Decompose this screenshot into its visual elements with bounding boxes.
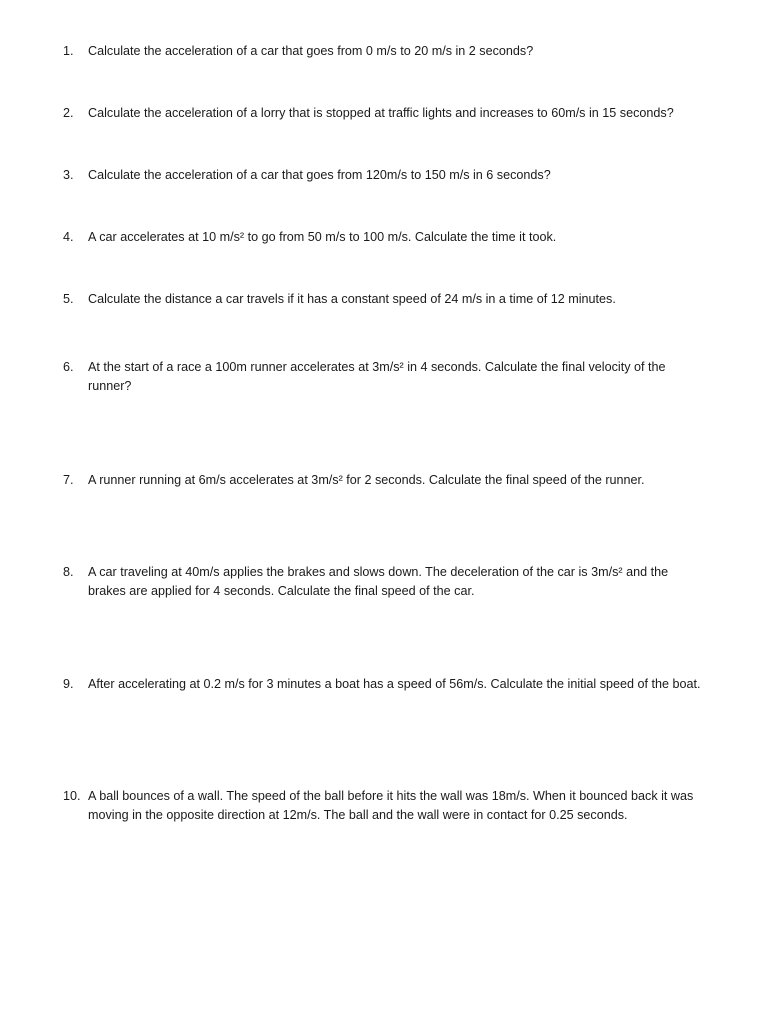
question-item: [63, 563, 703, 601]
question-item: [63, 228, 723, 247]
question-text: A car traveling at 40m/s applies the brakes and slows down. The deceleration of the car is 3m/s² and the brakes are applied for 4 seconds. Calculate the final speed of the car.: [88, 565, 669, 598]
question-text: Calculate the acceleration of a lorry that is stopped at traffic lights and increases to 60m/s in 15 seconds?: [88, 106, 674, 120]
question-number: 7.: [63, 473, 74, 487]
question-item: [63, 166, 723, 185]
question-text: Calculate the acceleration of a car that goes from 0 m/s to 20 m/s in 2 seconds?: [88, 44, 534, 58]
question-text: Calculate the acceleration of a car that goes from 120m/s to 150 m/s in 6 seconds?: [88, 168, 551, 182]
question-text: A ball bounces of a wall. The speed of the ball before it hits the wall was 18m/s. When it bounced back it was moving in the opposite direction at 12m/s. The ball and the wall were in contact for 0.25 seconds.: [88, 789, 694, 822]
question-number: 6.: [63, 360, 74, 374]
question-item: [63, 104, 723, 123]
question-number: 2.: [63, 106, 74, 120]
question-text: After accelerating at 0.2 m/s for 3 minutes a boat has a speed of 56m/s. Calculate the initial speed of the boat.: [88, 677, 701, 691]
question-item: [63, 358, 703, 396]
question-number: 3.: [63, 168, 74, 182]
question-text: At the start of a race a 100m runner accelerates at 3m/s² in 4 seconds. Calculate the final velocity of the runner?: [88, 360, 666, 393]
question-text: A runner running at 6m/s accelerates at 3m/s² for 2 seconds. Calculate the final speed of the runner.: [88, 473, 645, 487]
question-item: [63, 471, 723, 490]
question-number: 10.: [63, 789, 81, 803]
question-text: A car accelerates at 10 m/s² to go from 50 m/s to 100 m/s. Calculate the time it took.: [88, 230, 557, 244]
question-item: [63, 290, 723, 309]
question-number: 4.: [63, 230, 74, 244]
question-number: 1.: [63, 44, 74, 58]
question-item: [63, 42, 723, 61]
question-item: [63, 675, 703, 694]
question-number: 5.: [63, 292, 74, 306]
question-item: [63, 787, 723, 825]
question-number: 8.: [63, 565, 74, 579]
question-number: 9.: [63, 677, 74, 691]
question-text: Calculate the distance a car travels if it has a constant speed of 24 m/s in a time of 12 minutes.: [88, 292, 616, 306]
